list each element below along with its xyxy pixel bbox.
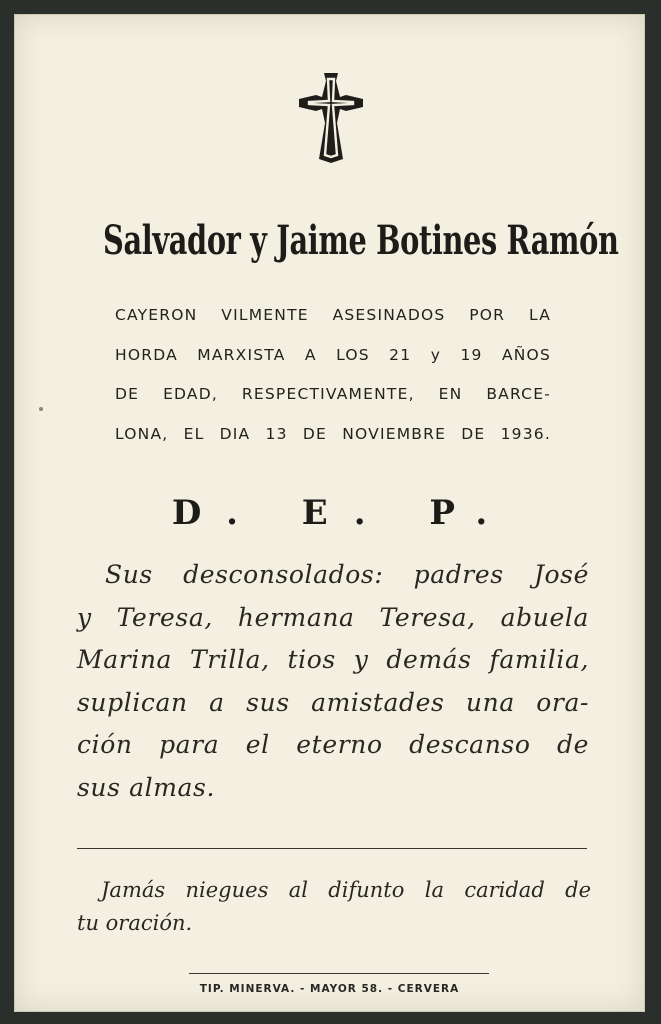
memorial-card [14, 14, 645, 1012]
announcement-line: CAYERON VILMENTE ASESINADOS POR LA [115, 306, 551, 324]
announcement-text [115, 305, 551, 463]
family-line: Sus desconsolados: padres José [105, 560, 589, 589]
closing-line: Jamás niegues al difunto la caridad de [101, 878, 591, 902]
announcement-line: DE EDAD, RESPECTIVAMENTE, EN BARCE- [115, 385, 551, 403]
cross-icon [297, 71, 365, 165]
announcement-line: LONA, EL DIA 13 DE NOVIEMBRE DE 1936. [115, 424, 551, 443]
family-line: suplican a sus amistades una ora- [77, 687, 589, 717]
dep-abbreviation: D. E. P. [171, 493, 514, 533]
family-line: y Teresa, hermana Teresa, abuela [77, 602, 589, 632]
deceased-names: Salvador y Jaime Botines Ramón [103, 217, 619, 264]
paper-spot [39, 407, 43, 411]
family-line: ción para el eterno descanso de [77, 730, 589, 760]
announcement-line: HORDA MARXISTA A LOS 21 y 19 AÑOS [115, 345, 551, 364]
family-line: Marina Trilla, tios y demás familia, [77, 645, 589, 675]
closing-line: tu oración. [77, 911, 193, 935]
family-line: sus almas. [77, 772, 215, 802]
imprint-divider [189, 973, 489, 974]
closing-message [77, 875, 591, 941]
printer-imprint: TIP. MINERVA. - MAYOR 58. - CERVERA [199, 983, 460, 995]
family-message [77, 558, 589, 814]
divider [77, 848, 587, 849]
